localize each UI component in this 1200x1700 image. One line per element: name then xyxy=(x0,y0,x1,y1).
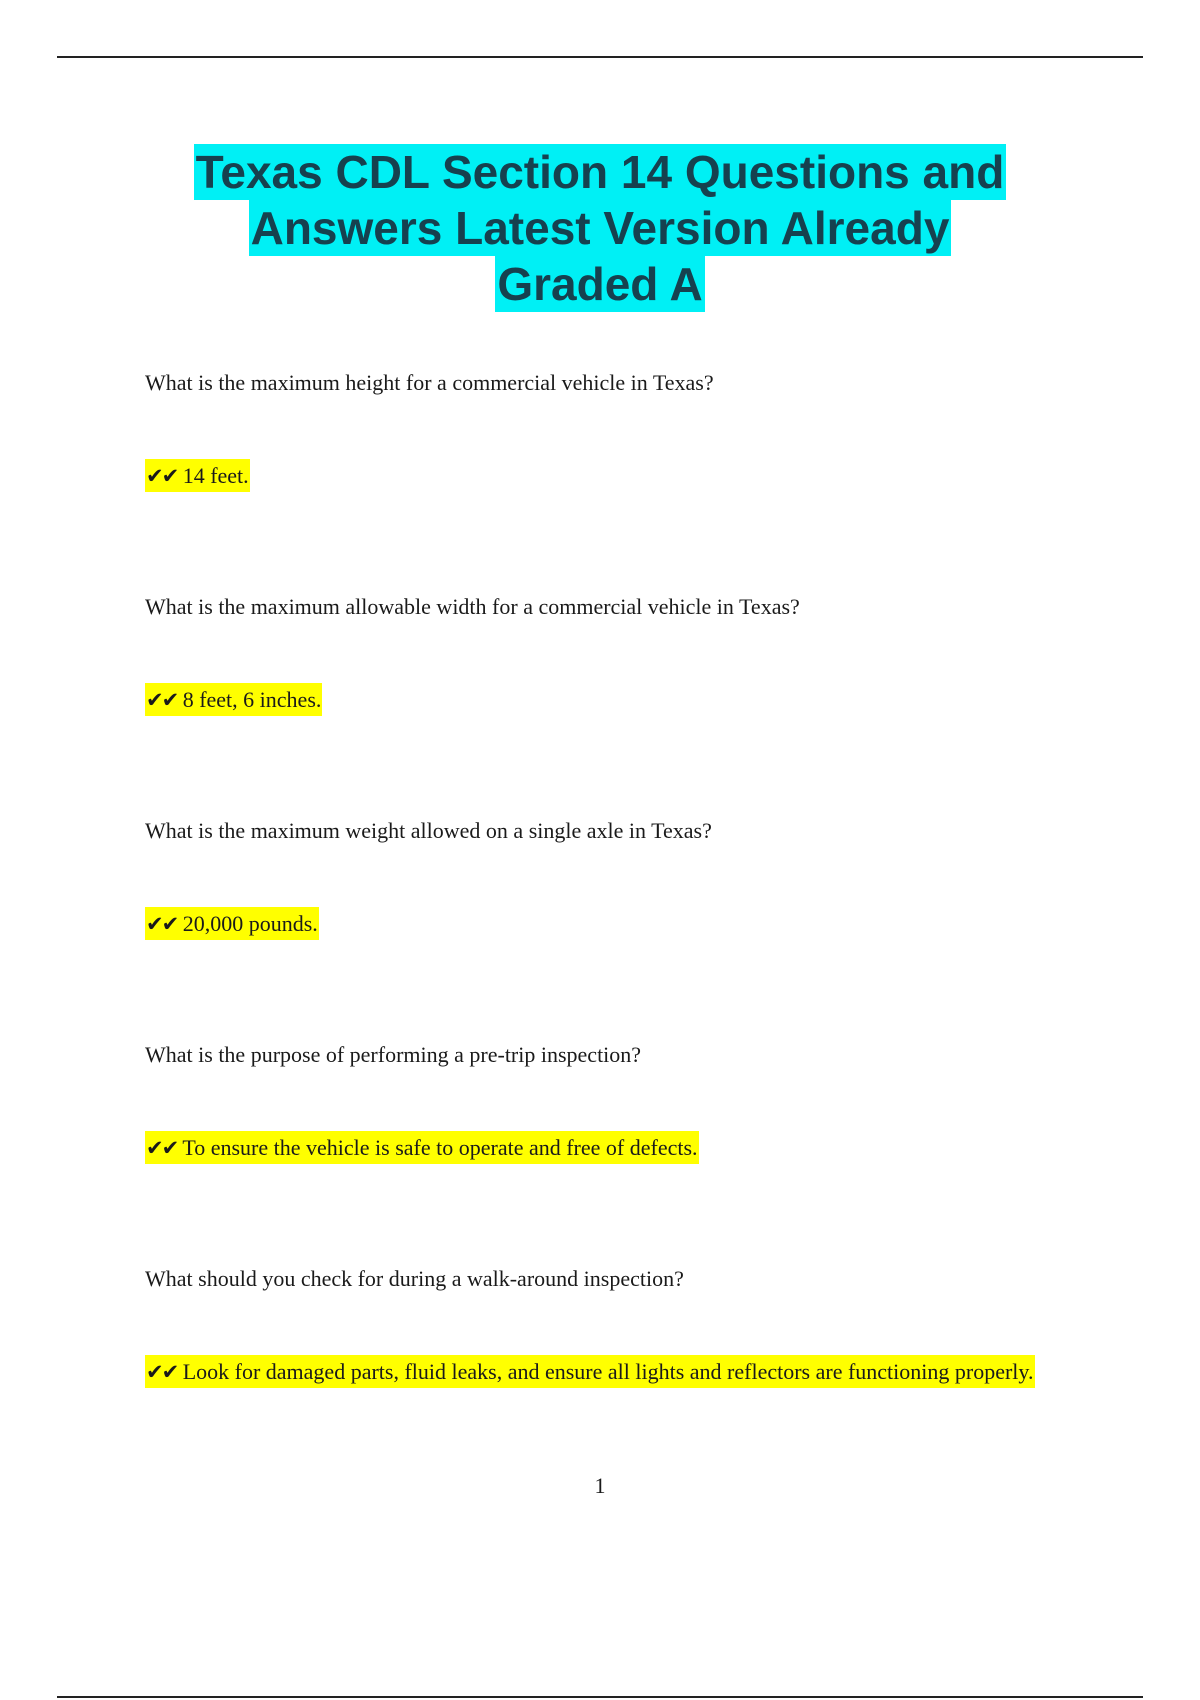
double-check-icon: ✔✔ xyxy=(146,688,178,712)
answer-highlight xyxy=(145,907,319,940)
answer-text: 20,000 pounds. xyxy=(182,911,318,936)
answer-block xyxy=(145,893,1065,955)
answer-text: 14 feet. xyxy=(182,463,249,488)
qa-item-3 xyxy=(145,817,1065,955)
top-rule xyxy=(57,56,1143,58)
question-text: What is the maximum weight allowed on a single axle in Texas? xyxy=(145,818,712,843)
qa-item-4 xyxy=(145,1041,1065,1179)
page-number: 1 xyxy=(594,1473,606,1498)
question-text: What is the maximum allowable width for a commercial vehicle in Texas? xyxy=(145,594,800,619)
question-text: What is the purpose of performing a pre-trip inspection? xyxy=(145,1042,642,1067)
answer-block xyxy=(145,445,1065,507)
qa-item-1 xyxy=(145,369,1065,507)
answer-block xyxy=(145,669,1065,731)
answer-text: To ensure the vehicle is safe to operate and free of defects. xyxy=(182,1135,698,1160)
answer-block xyxy=(145,1341,1065,1403)
title-line-3: Graded A xyxy=(497,258,703,310)
bottom-rule xyxy=(57,1696,1143,1698)
answer-text: Look for damaged parts, fluid leaks, and ensure all lights and reflectors are functioning properly. xyxy=(182,1359,1034,1384)
double-check-icon: ✔✔ xyxy=(146,912,178,936)
question-text: What is the maximum height for a commercial vehicle in Texas? xyxy=(145,370,714,395)
title-line-1: Texas CDL Section 14 Questions and xyxy=(195,146,1005,198)
answer-highlight xyxy=(145,1131,699,1164)
title-line-2: Answers Latest Version Already xyxy=(250,202,950,254)
question-text: What should you check for during a walk-around inspection? xyxy=(145,1266,684,1291)
answer-highlight xyxy=(145,1355,1035,1388)
double-check-icon: ✔✔ xyxy=(146,464,178,488)
document-title xyxy=(0,144,1200,312)
qa-item-5 xyxy=(145,1265,1065,1403)
answer-highlight xyxy=(145,683,322,716)
qa-item-2 xyxy=(145,593,1065,731)
double-check-icon: ✔✔ xyxy=(146,1136,178,1160)
answer-highlight xyxy=(145,459,250,492)
answer-text: 8 feet, 6 inches. xyxy=(182,687,322,712)
answer-block xyxy=(145,1117,1065,1179)
double-check-icon: ✔✔ xyxy=(146,1360,178,1384)
